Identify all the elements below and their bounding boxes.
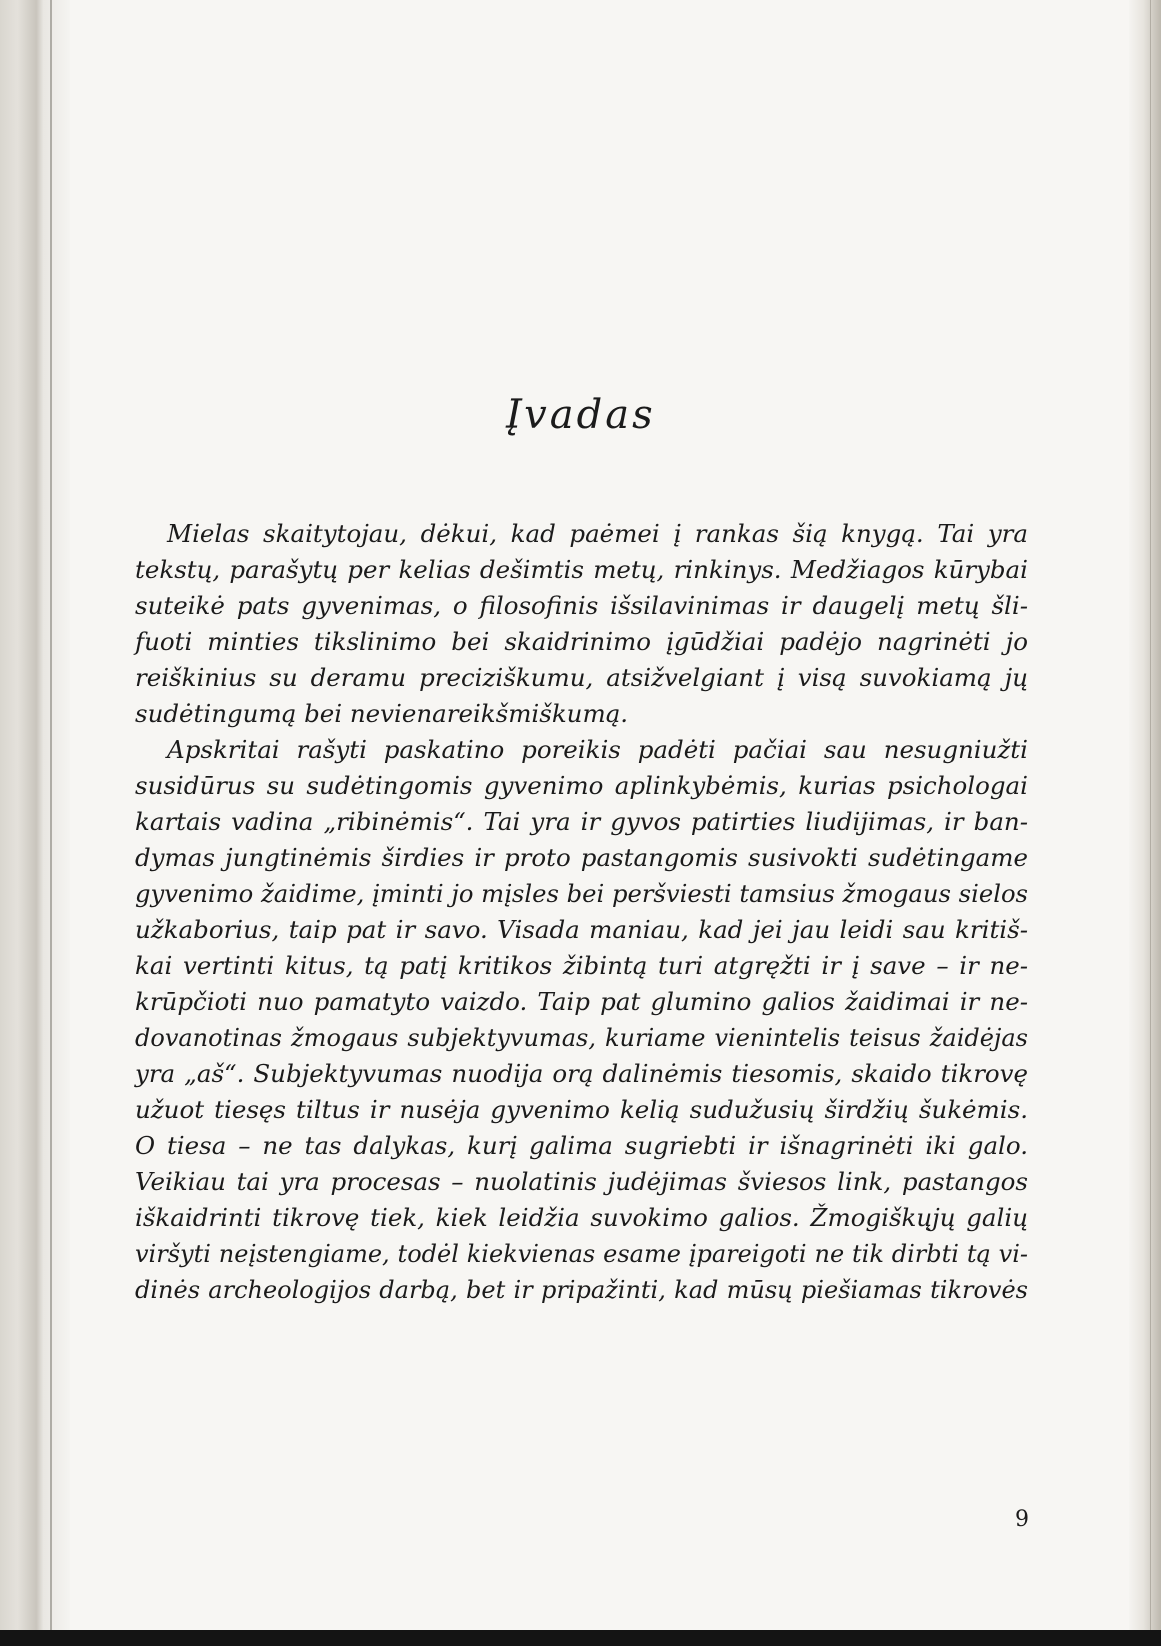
text-line: Apskritai rašyti paskatino poreikis padėti pačiai sau nesugniužti (167, 735, 1028, 764)
text-line: iškaidrinti tikrovę tiek, kiek leidžia suvokimo galios. Žmogiškųjų galių (135, 1203, 1028, 1232)
body-text (135, 516, 1028, 1308)
chapter-title: Įvadas (505, 392, 656, 438)
text-line: dovanotinas žmogaus subjektyvumas, kuriame vienintelis teisus žaidėjas (135, 1024, 1028, 1052)
page-right-edge (1129, 0, 1161, 1646)
scan-bottom-edge (0, 1630, 1161, 1646)
paragraph-2 (135, 732, 1028, 1308)
text-line: suteikė pats gyvenimas, o filosofinis išsilavinimas ir daugelį metų šli- (135, 591, 1028, 620)
text-line: užuot tiesęs tiltus ir nusėja gyvenimo kelią sudužusių širdžių šukėmis. (135, 1095, 1028, 1124)
page-number: 9 (1015, 1507, 1029, 1532)
text-line: užkaborius, taip pat ir savo. Visada maniau, kad jei jau leidi sau kritiš- (135, 915, 1028, 944)
text-line: dymas jungtinėmis širdies ir proto pastangomis susivokti sudėtingame (135, 843, 1028, 872)
text-line: fuoti minties tikslinimo bei skaidrinimo įgūdžiai padėjo nagrinėti jo (135, 627, 1028, 656)
text-line: sudėtingumą bei nevienareikšmiškumą. (135, 699, 629, 728)
paragraph-1 (135, 516, 1028, 732)
binding-gutter (0, 0, 70, 1646)
text-line: krūpčioti nuo pamatyto vaizdo. Taip pat glumino galios žaidimai ir ne- (135, 987, 1028, 1016)
text-line: viršyti neįstengiame, todėl kiekvienas esame įpareigoti ne tik dirbti tą vi- (135, 1240, 1028, 1268)
text-line: O tiesa – ne tas dalykas, kurį galima sugriebti ir išnagrinėti iki galo. (135, 1131, 1028, 1160)
text-line: tekstų, parašytų per kelias dešimtis metų, rinkinys. Medžiagos kūrybai (135, 555, 1028, 584)
gutter-edge-line (50, 0, 52, 1646)
page-right-edge-line (1150, 0, 1151, 1646)
text-line: Mielas skaitytojau, dėkui, kad paėmei į rankas šią knygą. Tai yra (167, 519, 1028, 548)
text-line: Veikiau tai yra procesas – nuolatinis judėjimas šviesos link, pastangos (135, 1167, 1028, 1196)
text-line: kai vertinti kitus, tą patį kritikos žibintą turi atgręžti ir į save – ir ne- (135, 951, 1028, 980)
text-line: kartais vadina „ribinėmis“. Tai yra ir gyvos patirties liudijimas, ir ban- (135, 807, 1028, 836)
text-line: dinės archeologijos darbą, bet ir pripažinti, kad mūsų piešiamas tikrovės (135, 1276, 1028, 1304)
text-line: gyvenimo žaidime, įminti jo mįsles bei peršviesti tamsius žmogaus sielos (135, 879, 1028, 908)
text-line: susidūrus su sudėtingomis gyvenimo aplinkybėmis, kurias psichologai (135, 771, 1028, 800)
text-line: reiškinius su deramu preciziškumu, atsižvelgiant į visą suvokiamą jų (135, 663, 1028, 692)
text-line: yra „aš“. Subjektyvumas nuodija orą dalinėmis tiesomis, skaido tikrovę (135, 1059, 1028, 1088)
